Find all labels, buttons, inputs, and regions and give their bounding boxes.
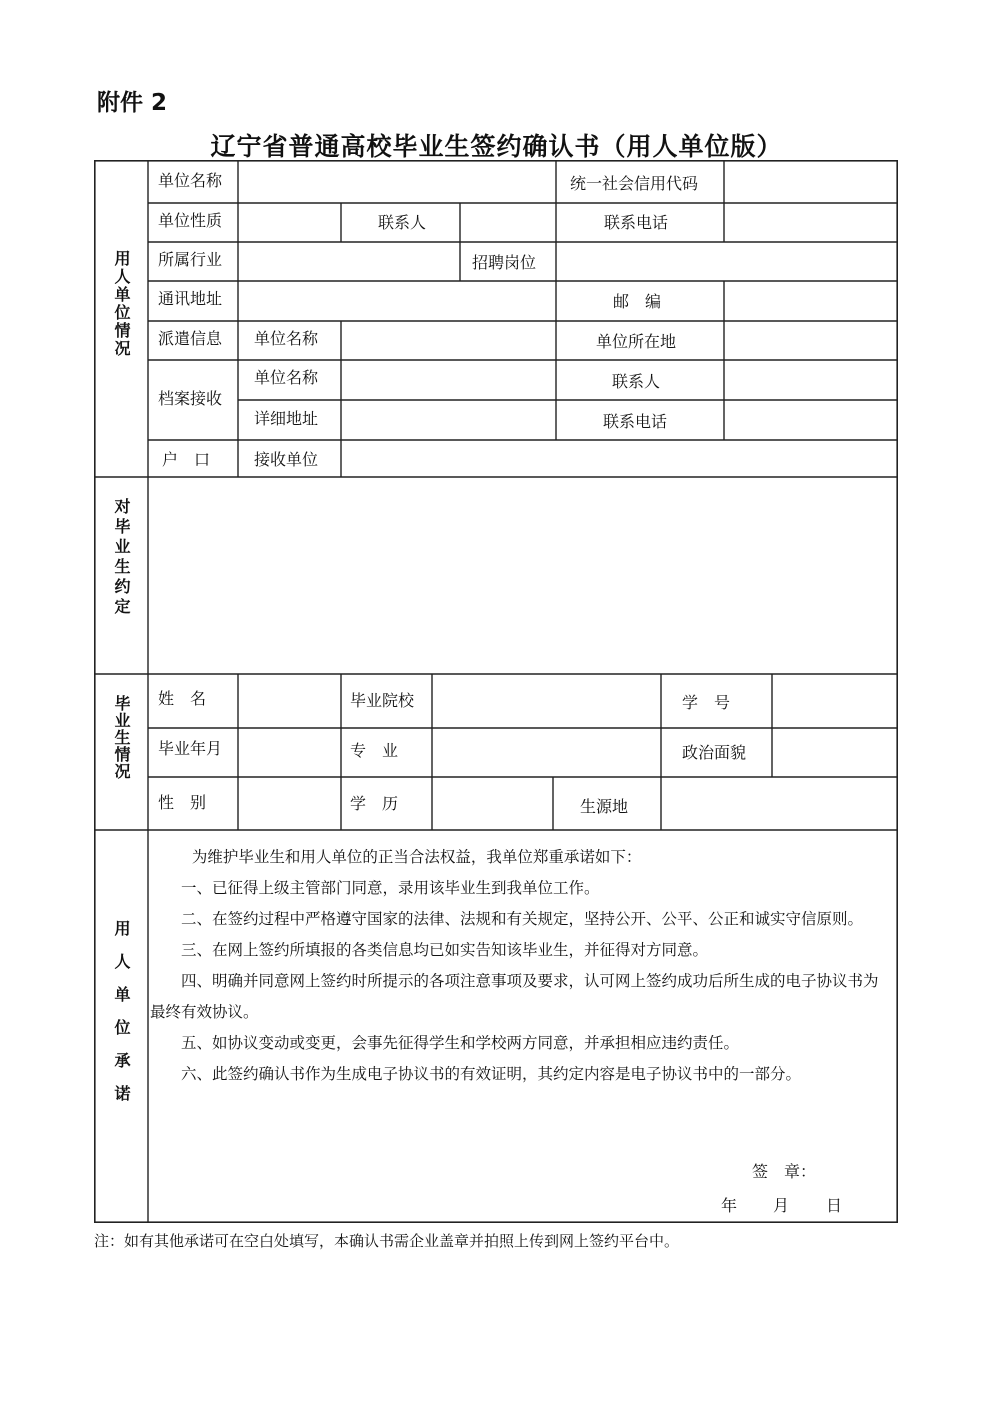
label-major: 专 业	[350, 741, 399, 760]
label-archive-phone: 联系电话	[603, 412, 668, 431]
label-political: 政治面貌	[682, 743, 747, 762]
section-pledge-heading-text: 用人单位承诺	[112, 920, 131, 1118]
label-unit-type: 单位性质	[158, 211, 223, 230]
label-origin: 生源地	[580, 797, 629, 816]
label-grad-date: 毕业年月	[158, 739, 223, 758]
section-employer-heading	[109, 250, 133, 358]
section-graduate-heading	[109, 695, 133, 780]
section-agreement-heading	[109, 498, 133, 618]
label-contact-phone: 联系电话	[604, 213, 669, 232]
label-name: 姓 名	[158, 689, 207, 708]
label-postcode: 邮 编	[613, 292, 662, 311]
pledge-item-3: 三、在网上签约所填报的各类信息均已如实告知该毕业生，并征得对方同意。	[181, 941, 709, 959]
date-day: 日	[826, 1196, 843, 1215]
label-dispatch-unit-name: 单位名称	[254, 329, 319, 348]
date-month: 月	[773, 1196, 790, 1215]
label-address: 通讯地址	[158, 289, 223, 308]
pledge-text	[150, 842, 892, 1090]
pledge-item-1: 一、已征得上级主管部门同意，录用该毕业生到我单位工作。	[181, 879, 600, 897]
label-position: 招聘岗位	[472, 253, 537, 272]
pledge-item-4: 四、明确并同意网上签约时所提示的各项注意事项及要求，认可网上签约成功后所生成的电子协议书为最终有效协议。	[150, 972, 879, 1021]
label-archive: 档案接收	[158, 389, 223, 408]
label-archive-contact: 联系人	[612, 372, 661, 391]
label-hukou-unit: 接收单位	[254, 450, 319, 469]
label-industry: 所属行业	[158, 250, 223, 269]
section-graduate-heading-text: 毕业生情况	[112, 695, 131, 780]
pledge-item-6: 六、此签约确认书作为生成电子协议书的有效证明，其约定内容是电子协议书中的一部分。	[181, 1065, 802, 1083]
section-pledge-heading	[109, 920, 133, 1118]
attachment-label: 附件 2	[97, 90, 168, 116]
pledge-intro: 为维护毕业生和用人单位的正当合法权益，我单位郑重承诺如下：	[191, 848, 642, 866]
label-unit-name: 单位名称	[158, 171, 223, 190]
label-dispatch: 派遣信息	[158, 329, 223, 348]
section-agreement-heading-text: 对毕业生约定	[112, 498, 131, 618]
footnote: 注：如有其他承诺可在空白处填写，本确认书需企业盖章并拍照上传到网上签约平台中。	[94, 1232, 680, 1250]
label-school: 毕业院校	[350, 691, 415, 710]
label-contact-person: 联系人	[378, 213, 427, 232]
label-gender: 性 别	[158, 793, 207, 812]
label-archive-detail-address: 详细地址	[254, 409, 319, 428]
label-education: 学 历	[350, 794, 399, 813]
label-credit-code: 统一社会信用代码	[570, 174, 699, 193]
pledge-item-2: 二、在签约过程中严格遵守国家的法律、法规和有关规定，坚持公开、公平、公正和诚实守信原则。	[181, 910, 864, 928]
form-title: 辽宁省普通高校毕业生签约确认书（用人单位版）	[210, 132, 783, 161]
label-archive-unit-name: 单位名称	[254, 368, 319, 387]
date-year: 年	[721, 1196, 738, 1215]
section-employer-heading-text: 用人单位情况	[112, 250, 131, 358]
label-hukou: 户 口	[162, 450, 211, 469]
label-dispatch-location: 单位所在地	[596, 332, 677, 351]
label-student-id: 学 号	[682, 693, 731, 712]
pledge-item-5: 五、如协议变动或变更，会事先征得学生和学校两方同意，并承担相应违约责任。	[181, 1034, 740, 1052]
seal-label: 签 章：	[752, 1162, 817, 1181]
